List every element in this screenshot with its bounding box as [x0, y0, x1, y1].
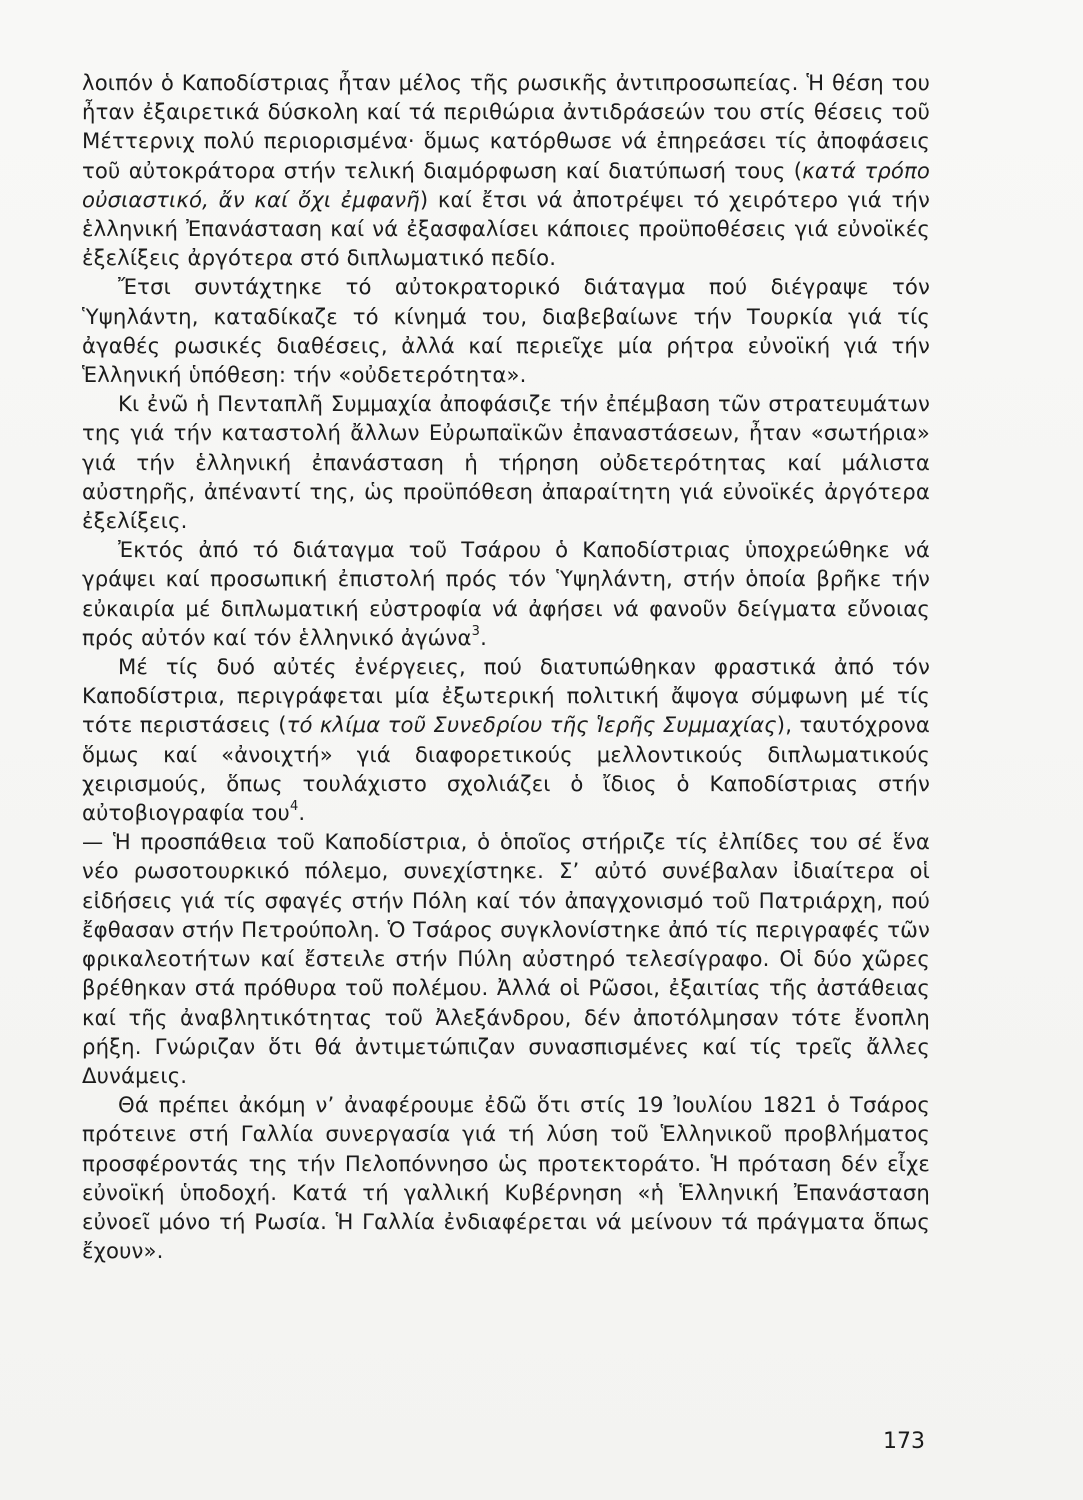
- paragraph-3: [82, 389, 930, 535]
- page-number: 173: [883, 1429, 925, 1454]
- paragraph-4: [82, 535, 930, 652]
- body-text: [82, 68, 930, 1265]
- paragraph-5-text: Μέ τίς δυό αὐτές ἐνέργειες, πού διατυπώθηκαν φραστικά ἀπό τόν Καποδίστρια, περιγράφεται μία ἐξωτερική πολιτική ἄψογα σύμφωνη μέ τίς τότε περιστάσεις (: [82, 654, 930, 738]
- paragraph-7: [82, 1090, 930, 1265]
- footnote-ref-4: 4: [289, 799, 299, 815]
- footnote-ref-3: 3: [471, 623, 481, 639]
- paragraph-7-text: Θά πρέπει ἀκόμη ν’ ἀναφέρουμε ἐδῶ ὅτι στίς 19 Ἰουλίου 1821 ὁ Τσάρος πρότεινε στή Γαλλία συνεργασία γιά τή λύση τοῦ Ἑλληνικοῦ προβλήματος προσφέροντάς της τήν Πελοπόννησο ὡς προτεκτοράτο. Ἡ πρόταση δέν εἶχε εὐνοϊκή ὑποδοχή. Κατά τή γαλλική Κυβέρνηση «ἡ Ἑλληνική Ἐπανάσταση εὐνοεῖ μόνο τή Ρωσία. Ἡ Γαλλία ἐνδιαφέρεται νά μείνουν τά πράγματα ὅπως ἔχουν».: [82, 1092, 930, 1264]
- paragraph-3-text: Κι ἐνῶ ἡ Πενταπλῆ Συμμαχία ἀποφάσιζε τήν ἐπέμβαση τῶν στρατευμάτων της γιά τήν καταστολή ἄλλων Εὐρωπαϊκῶν ἐπαναστάσεων, ἦταν «σωτήρια» γιά τήν ἑλληνική ἐπανάσταση ἡ τήρηση οὐδετερότητας καί μάλιστα αὐστηρῆς, ἀπέναντί της, ὡς προϋπόθεση ἀπαραίτητη γιά εὐνοϊκές ἀργότερα ἐξελίξεις.: [82, 391, 930, 534]
- paragraph-5-italic: τό κλίμα τοῦ Συνεδρίου τῆς Ἱερῆς Συμμαχίας: [286, 712, 777, 738]
- paragraph-2-text: Ἔτσι συντάχτηκε τό αὐτοκρατορικό διάταγμα πού διέγραψε τόν Ὑψηλάντη, καταδίκαζε τό κίνημά του, διαβεβαίωνε τήν Τουρκία γιά τίς ἀγαθές ρωσικές διαθέσεις, ἀλλά καί περιεῖχε μία ρήτρα εὐνοϊκή γιά τήν Ἑλληνική ὑπόθεση: τήν «οὐδετερότητα».: [82, 274, 930, 388]
- paragraph-1-italic: κατά τρόπο οὐσιαστικό, ἄν καί ὄχι ἐμφανῆ: [82, 157, 930, 212]
- paragraph-1: [82, 68, 930, 272]
- paragraph-5-after2: .: [298, 800, 306, 826]
- paragraph-5: [82, 652, 930, 827]
- paragraph-2: [82, 272, 930, 389]
- paragraph-4-after: .: [480, 624, 487, 650]
- paragraph-6-text: — Ἡ προσπάθεια τοῦ Καποδίστρια, ὁ ὁποῖος στήριζε τίς ἐλπίδες του σέ ἕνα νέο ρωσοτουρκικό πόλεμο, συνεχίστηκε. Σ’ αὐτό συνέβαλαν ἰδιαίτερα οἱ εἰδήσεις γιά τίς σφαγές στήν Πόλη καί τόν ἀπαγχονισμό τοῦ Πατριάρχη, πού ἔφθασαν στήν Πετρούπολη. Ὁ Τσάρος συγκλονίστηκε ἀπό τίς περιγραφές τῶν φρικαλεοτήτων καί ἔστειλε στήν Πύλη αὐστηρό τελεσίγραφο. Οἱ δύο χῶρες βρέθηκαν στά πρόθυρα τοῦ πολέμου. Ἀλλά οἱ Ρῶσοι, ἐξαιτίας τῆς ἀστάθειας καί τῆς ἀναβλητικότητας τοῦ Ἀλεξάνδρου, δέν ἀποτόλμησαν τότε ἔνοπλη ρήξη. Γνώριζαν ὅτι θά ἀντιμετώπιζαν συνασπισμένες καί τίς τρεῖς ἄλλες Δυνάμεις.: [82, 829, 930, 1088]
- paragraph-6: [82, 827, 930, 1090]
- paragraph-1-after: ) καί ἔτσι νά ἀποτρέψει τό χειρότερο γιά τήν ἑλληνική Ἐπανάσταση καί νά ἐξασφαλίσει κάποιες προϋποθέσεις γιά εὐνοϊκές ἐξελίξεις ἀργότερα στό διπλωματικό πεδίο.: [82, 186, 930, 271]
- paragraph-1-text: λοιπόν ὁ Καποδίστριας ἦταν μέλος τῆς ρωσικῆς ἀντιπροσωπείας. Ἡ θέση του ἦταν ἐξαιρετικά δύσκολη καί τά περιθώρια ἀντιδράσεών του στίς θέσεις τοῦ Μέττερνιχ πολύ περιορισμένα· ὅμως κατόρθωσε νά ἐπηρεάσει τίς ἀποφάσεις τοῦ αὐτοκράτορα στήν τελική διαμόρφωση καί διατύπωσή τους (: [82, 70, 930, 183]
- paragraph-5-after: ), ταυτόχρονα ὅμως καί «ἀνοιχτή» γιά διαφορετικούς μελλοντικούς διπλωματικούς χειρισμούς, ὅπως τουλάχιστο σχολιάζει ὁ ἴδιος ὁ Καποδίστριας στήν αὐτοβιογραφία του: [82, 712, 931, 826]
- paragraph-4-text: Ἐκτός ἀπό τό διάταγμα τοῦ Τσάρου ὁ Καποδίστριας ὑποχρεώθηκε νά γράψει καί προσωπική ἐπιστολή πρός τόν Ὑψηλάντη, στήν ὁποία βρῆκε τήν εὐκαιρία μέ διπλωματική εὐστροφία νά ἀφήσει νά φανοῦν δείγματα εὔνοιας πρός αὐτόν καί τόν ἑλληνικό ἀγώνα: [82, 537, 930, 650]
